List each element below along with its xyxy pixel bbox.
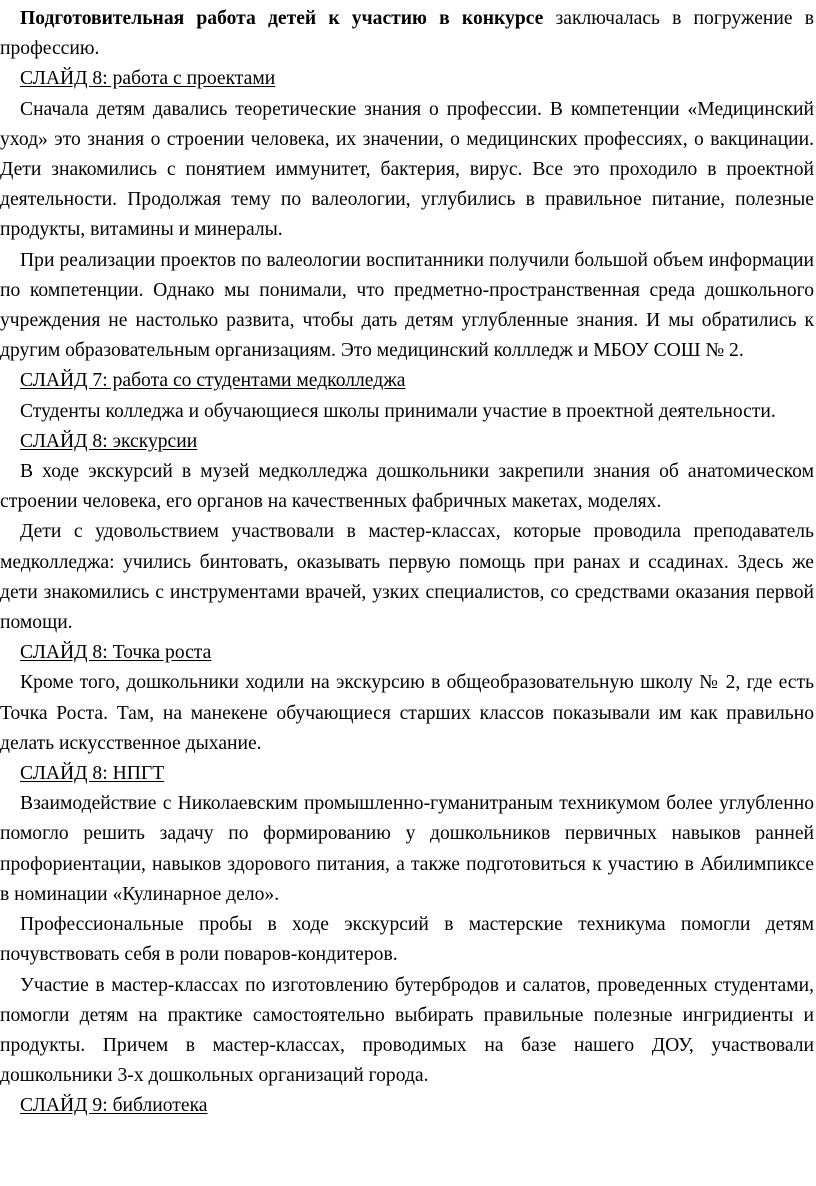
paragraph-professional-tests: Профессиональные пробы в ходе экскурсий в мастерские техникума помогли детям почувствовать себя в роли поваров-кондитеров. xyxy=(0,914,814,966)
paragraph-theory: Сначала детям давались теоретические знания о профессии. В компетенции «Медицинский уход» это знания о строении человека, их значении, о медицинских профессиях, о вакцинации. Дети знакомились с понятием иммунитет, бактерия, вирус. Все это проходило в проектной деятельности. Продолжая тему по валеологии, углубились в правильное питание, полезные продукты, витамины и минералы. xyxy=(0,98,814,241)
slide-heading-library: СЛАЙД 9: библиотека xyxy=(20,1095,208,1117)
paragraph-technical-school: Взаимодействие с Николаевским промышленно-гуманитраным техникумом более углубленно помогло решить задачу по формированию у дошкольников первичных навыков ранней профориентации, навыков здорового питания, а также подготовиться к участию в Абилимпиксе в номинации «Кулинарное дело». xyxy=(0,793,814,905)
slide-heading-projects: СЛАЙД 8: работа с проектами xyxy=(20,68,276,90)
paragraph-masterclasses: Дети с удовольствием участвовали в мастер-классах, которые проводила преподаватель медколледжа: учились бинтовать, оказывать первую помощь при ранах и ссадинах. Здесь же дети знакомились с инструментами врачей, узких специалистов, со средствами оказания первой помощи. xyxy=(0,521,814,634)
paragraph-sandwich-masterclass: Участие в мастер-классах по изготовлению бутербродов и салатов, проведенных студентами, помогли детям на практике самостоятельно выбирать правильные полезные ингридиенты и продукты. Причем в мастер-классах, проводимых на базе нашего ДОУ, участвовали дошкольники 3-х дошкольных организаций города. xyxy=(0,974,814,1087)
slide-heading-npgt: СЛАЙД 8: НПГТ xyxy=(20,763,165,785)
slide-heading-growth-point: СЛАЙД 8: Точка роста xyxy=(20,642,212,664)
paragraph-valeology-projects: При реализации проектов по валеологии воспитанники получили большой объем информации по компетенции. Однако мы понимали, что предметно-пространственная среда дошкольного учреждения не настолько развита, чтобы дать детям углубленные знания. И мы обратились к другим образовательным организациям. Это медицинский коллледж и МБОУ СОШ № 2. xyxy=(0,249,814,362)
paragraph-students: Студенты колледжа и обучающиеся школы принимали участие в проектной деятельности. xyxy=(20,400,776,422)
intro-bold-text: Подготовительная работа детей к участию в конкурсе xyxy=(20,8,544,29)
paragraph-museum: В ходе экскурсий в музей медколледжа дошкольники закрепили знания об анатомическом строении человека, его органов на качественных фабричных макетах, моделях. xyxy=(0,461,814,513)
paragraph-growth-point: Кроме того, дошкольники ходили на экскурсию в общеобразовательную школу № 2, где есть Точка Роста. Там, на манекене обучающиеся старших классов показывали им как правильно делать искусственное дыхание. xyxy=(0,672,814,754)
slide-heading-excursions: СЛАЙД 8: экскурсии xyxy=(20,430,198,452)
intro-text: заключалась в погружение в профессию. xyxy=(0,8,814,60)
intro-paragraph xyxy=(0,4,814,64)
slide-heading-students: СЛАЙД 7: работа со студентами медколледжа xyxy=(20,370,406,392)
